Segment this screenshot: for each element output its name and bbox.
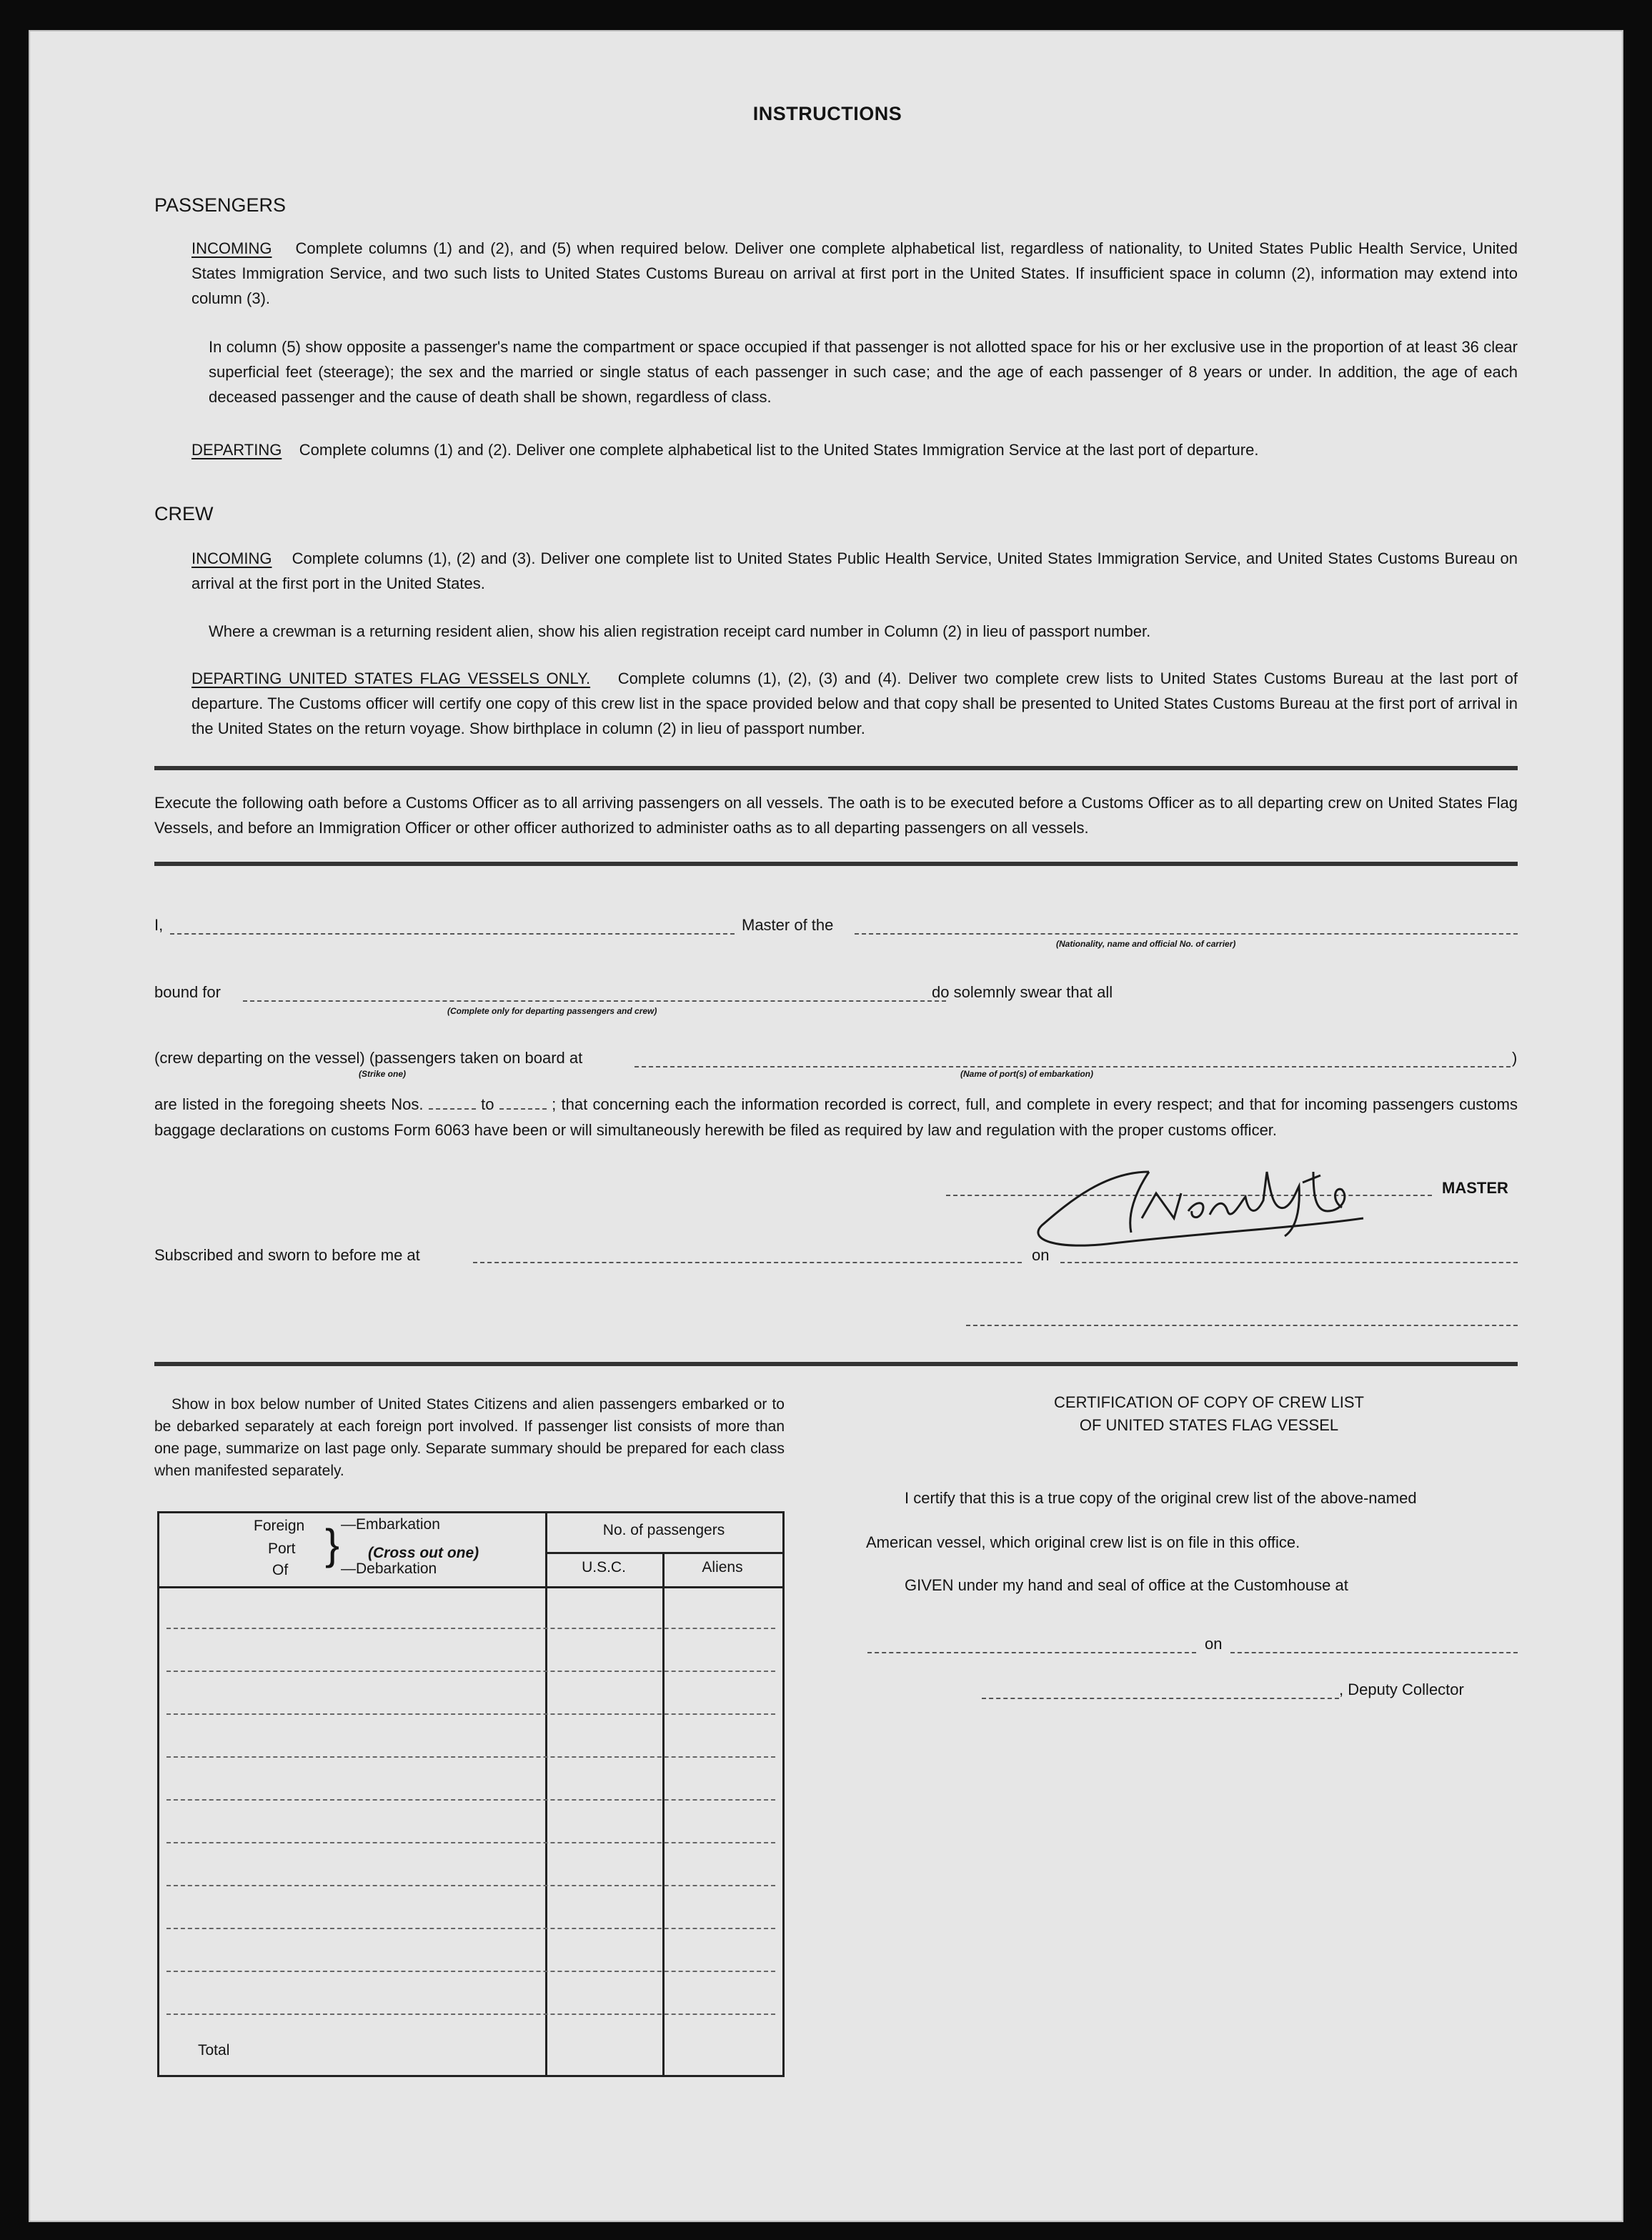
certification-title-line2: OF UNITED STATES FLAG VESSEL [1079, 1416, 1339, 1434]
table-row[interactable] [166, 2013, 775, 2015]
no-of-passengers-header: No. of passengers [602, 1522, 725, 1538]
deputy-collector-label: , Deputy Collector [1339, 1681, 1464, 1698]
passengers-incoming-paragraph [191, 236, 1518, 311]
passengers-departing-paragraph [191, 437, 1518, 462]
port-note: (Name of port(s) of embarkation) [960, 1069, 1094, 1079]
swear-label: do solemnly swear that all [932, 983, 1113, 1001]
table-divider [662, 1552, 665, 2075]
table-row[interactable] [166, 1885, 775, 1886]
usc-header: U.S.C. [582, 1559, 626, 1576]
table-row[interactable] [166, 1713, 775, 1715]
section-divider [154, 862, 1518, 866]
master-label: MASTER [1442, 1179, 1508, 1197]
deputy-collector-signature-field[interactable] [982, 1698, 1339, 1699]
passengers-departing-text: Complete columns (1) and (2). Deliver one complete alphabetical list to the United States Immigration Service at the last port of departure. [299, 441, 1259, 459]
listed-suffix: ; that concerning each the information recorded is correct, full, and complete in every respect; and that for incoming passengers customs baggage declarations on customs Form 6063 have been or will simultaneously herewith be filed as required by law and regulation with the proper customs officer. [154, 1095, 1518, 1139]
crew-incoming-label: INCOMING [191, 549, 272, 567]
oath-instructions: Execute the following oath before a Customs Officer as to all arriving passengers on all vessels. The oath is to be executed before a Customs Officer as to all departing crew on United States Flag Vessels, and before an Immigration Officer or other officer authorized to administer oaths as to all departing passengers on all vessels. [154, 794, 1518, 837]
table-row[interactable] [166, 1628, 775, 1629]
close-paren: ) [1512, 1049, 1518, 1067]
passengers-heading: PASSENGERS [154, 194, 287, 216]
carrier-note: (Nationality, name and official No. of carrier) [1056, 939, 1236, 949]
passengers-column5-text: In column (5) show opposite a passenger's name the compartment or space occupied if that passenger is not allotted space for his or her exclusive use in the proportion of at least 36 clear superficial feet (steerage); the sex and the married or single status of each passenger in such case; and the age of each passenger of 8 years or under. In addition, the age of each deceased passenger and the cause of death shall be shown, regardless of class. [209, 338, 1518, 406]
certification-title-line1: CERTIFICATION OF COPY OF CREW LIST [1054, 1393, 1364, 1411]
sheet-from-field[interactable] [429, 1108, 476, 1110]
master-of-the-label: Master of the [742, 916, 834, 934]
passengers-incoming-text: Complete columns (1) and (2), and (5) when required below. Deliver one complete alphabetical list, regardless of nationality, to United States Public Health Service, United States Immigration Service, and two such lists to United States Customs Bureau on arrival at first port in the United States. If insufficient space in column (2), information may extend into column (3). [191, 239, 1518, 307]
listed-paragraph [154, 1092, 1518, 1143]
strike-one-note: (Strike one) [359, 1069, 407, 1079]
given-line: GIVEN under my hand and seal of office at the Customhouse at [905, 1576, 1348, 1594]
passengers-departing-label: DEPARTING [191, 441, 282, 459]
table-row[interactable] [166, 1756, 775, 1758]
subscribed-date-field[interactable] [1060, 1262, 1518, 1263]
table-row[interactable] [166, 1799, 775, 1801]
table-divider [159, 1586, 782, 1588]
crew-departing-label: (crew departing on the vessel) (passengers taken on board at [154, 1049, 583, 1067]
total-label: Total [198, 2042, 230, 2059]
master-name-field[interactable] [170, 933, 735, 935]
table-divider [545, 1513, 547, 2075]
oath-i-label: I, [154, 916, 164, 934]
crew-departing-label: DEPARTING UNITED STATES FLAG VESSELS ONLY. [191, 669, 591, 687]
certify-line1: I certify that this is a true copy of the original crew list of the above-named [905, 1489, 1417, 1507]
subscribed-place-field[interactable] [473, 1262, 1022, 1263]
passenger-summary-table [157, 1511, 785, 2077]
crew-departing-paragraph [191, 666, 1518, 741]
table-divider [545, 1552, 782, 1554]
crew-resident-text: Where a crewman is a returning resident alien, show his alien registration receipt card number in Column (2) in lieu of passport number. [209, 622, 1151, 640]
bound-for-field[interactable] [243, 1000, 946, 1002]
of-label: Of [272, 1562, 289, 1578]
subscribed-label: Subscribed and sworn to before me at [154, 1246, 420, 1264]
crew-incoming-paragraph [191, 546, 1518, 596]
aliens-header: Aliens [702, 1559, 743, 1576]
sheet-to-field[interactable] [499, 1108, 547, 1110]
carrier-field[interactable] [855, 933, 1518, 935]
crew-departing-text: Complete columns (1), (2), (3) and (4). Deliver two complete crew lists to United States Customs Bureau at the last port of departure. The Customs officer will certify one copy of this crew list in the space provided below and that copy shall be presented to United States Customs Bureau at the first port of arrival in the United States on the return voyage. Show birthplace in column (2) in lieu of passport number. [191, 669, 1518, 737]
passengers-incoming-label: INCOMING [191, 239, 272, 257]
departing-note: (Complete only for departing passengers and crew) [447, 1006, 657, 1016]
listed-prefix: are listed in the foregoing sheets Nos. [154, 1095, 424, 1113]
master-signature-image [1027, 1143, 1406, 1265]
brace-icon: } [325, 1520, 340, 1568]
form-page [29, 30, 1623, 2222]
officer-signature-field[interactable] [966, 1325, 1518, 1326]
section-divider [154, 1362, 1518, 1366]
listed-to: to [481, 1095, 494, 1113]
embarkation-label: —Embarkation [341, 1516, 440, 1533]
certification-on-label: on [1205, 1635, 1223, 1653]
crew-heading: CREW [154, 503, 214, 524]
crew-incoming-text: Complete columns (1), (2) and (3). Deliver one complete list to United States Public Health Service, United States Immigration Service, and United States Customs Bureau on arrival at the first port in the United States. [191, 549, 1518, 592]
debarkation-label: —Debarkation [341, 1560, 437, 1577]
table-row[interactable] [166, 1842, 775, 1843]
customhouse-field[interactable] [867, 1652, 1196, 1653]
foreign-label: Foreign [254, 1518, 305, 1534]
table-row[interactable] [166, 1971, 775, 1972]
certification-date-field[interactable] [1230, 1652, 1518, 1653]
table-row[interactable] [166, 1928, 775, 1929]
embarkation-port-field[interactable] [635, 1066, 1511, 1067]
summary-instructions: Show in box below number of United States Citizens and alien passengers embarked or to be debarked separately at each foreign port involved. If passenger list consists of more than one page, summarize on last page only. Separate summary should be prepared for each class when manifested separately. [154, 1396, 785, 1479]
subscribed-on-label: on [1032, 1246, 1050, 1264]
bound-for-label: bound for [154, 983, 221, 1001]
section-divider [154, 766, 1518, 770]
table-row[interactable] [166, 1671, 775, 1672]
certify-line2: American vessel, which original crew list is on file in this office. [866, 1533, 1300, 1551]
cross-out-note: (Cross out one) [368, 1545, 479, 1561]
port-label: Port [268, 1540, 296, 1557]
page-title: INSTRUCTIONS [752, 103, 902, 124]
